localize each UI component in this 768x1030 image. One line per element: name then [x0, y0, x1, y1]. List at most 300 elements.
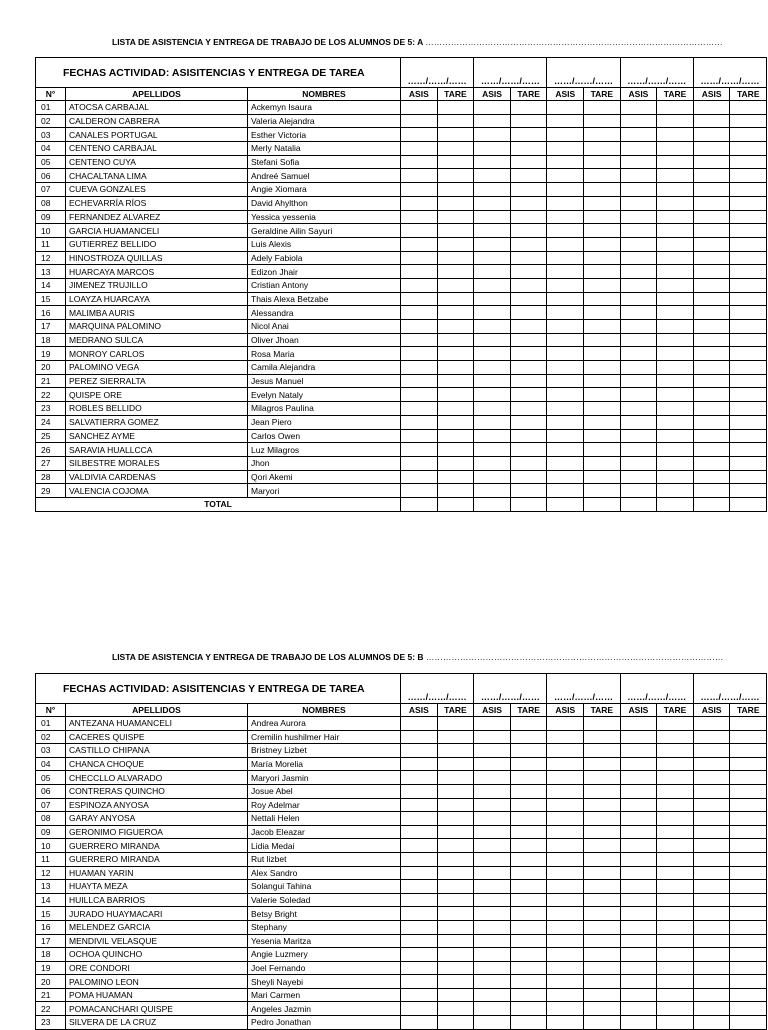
tare-cell[interactable]	[730, 320, 767, 334]
asis-cell[interactable]	[693, 196, 730, 210]
tare-cell[interactable]	[437, 907, 474, 921]
tare-cell[interactable]	[657, 251, 694, 265]
tare-cell[interactable]	[510, 934, 547, 948]
tare-cell[interactable]	[437, 866, 474, 880]
asis-cell[interactable]	[620, 744, 657, 758]
tare-cell[interactable]	[437, 374, 474, 388]
asis-cell[interactable]	[547, 1016, 584, 1030]
asis-cell[interactable]	[474, 429, 511, 443]
asis-cell[interactable]	[620, 961, 657, 975]
asis-cell[interactable]	[620, 361, 657, 375]
tare-cell[interactable]	[657, 101, 694, 115]
asis-cell[interactable]	[547, 429, 584, 443]
asis-cell[interactable]	[547, 961, 584, 975]
tare-cell[interactable]	[510, 278, 547, 292]
tare-cell[interactable]	[730, 224, 767, 238]
asis-cell[interactable]	[547, 730, 584, 744]
tare-cell[interactable]	[657, 717, 694, 731]
asis-cell[interactable]	[693, 812, 730, 826]
tare-cell[interactable]	[657, 388, 694, 402]
asis-cell[interactable]	[401, 484, 438, 498]
total-cell[interactable]	[510, 497, 547, 511]
asis-cell[interactable]	[401, 128, 438, 142]
tare-cell[interactable]	[437, 893, 474, 907]
asis-cell[interactable]	[693, 443, 730, 457]
tare-cell[interactable]	[730, 402, 767, 416]
asis-cell[interactable]	[474, 443, 511, 457]
tare-cell[interactable]	[437, 388, 474, 402]
tare-cell[interactable]	[730, 292, 767, 306]
tare-cell[interactable]	[730, 757, 767, 771]
asis-cell[interactable]	[693, 988, 730, 1002]
total-cell[interactable]	[401, 497, 438, 511]
asis-cell[interactable]	[620, 292, 657, 306]
tare-cell[interactable]	[510, 333, 547, 347]
asis-cell[interactable]	[547, 825, 584, 839]
asis-cell[interactable]	[547, 839, 584, 853]
tare-cell[interactable]	[657, 470, 694, 484]
tare-cell[interactable]	[730, 730, 767, 744]
asis-cell[interactable]	[401, 224, 438, 238]
tare-cell[interactable]	[510, 169, 547, 183]
asis-cell[interactable]	[693, 866, 730, 880]
asis-cell[interactable]	[401, 920, 438, 934]
asis-cell[interactable]	[474, 866, 511, 880]
tare-cell[interactable]	[584, 347, 621, 361]
asis-cell[interactable]	[474, 114, 511, 128]
tare-cell[interactable]	[437, 484, 474, 498]
date-field[interactable]: ……/……/……	[693, 674, 766, 704]
asis-cell[interactable]	[693, 114, 730, 128]
tare-cell[interactable]	[657, 1002, 694, 1016]
asis-cell[interactable]	[693, 292, 730, 306]
asis-cell[interactable]	[401, 852, 438, 866]
asis-cell[interactable]	[474, 1016, 511, 1030]
tare-cell[interactable]	[437, 730, 474, 744]
asis-cell[interactable]	[474, 388, 511, 402]
tare-cell[interactable]	[437, 456, 474, 470]
total-cell[interactable]	[547, 497, 584, 511]
asis-cell[interactable]	[693, 361, 730, 375]
tare-cell[interactable]	[584, 443, 621, 457]
tare-cell[interactable]	[510, 443, 547, 457]
tare-cell[interactable]	[730, 101, 767, 115]
asis-cell[interactable]	[474, 1002, 511, 1016]
asis-cell[interactable]	[547, 988, 584, 1002]
asis-cell[interactable]	[547, 306, 584, 320]
asis-cell[interactable]	[547, 880, 584, 894]
tare-cell[interactable]	[730, 388, 767, 402]
asis-cell[interactable]	[620, 402, 657, 416]
tare-cell[interactable]	[437, 784, 474, 798]
asis-cell[interactable]	[547, 771, 584, 785]
asis-cell[interactable]	[620, 825, 657, 839]
asis-cell[interactable]	[474, 374, 511, 388]
asis-cell[interactable]	[620, 114, 657, 128]
asis-cell[interactable]	[547, 757, 584, 771]
tare-cell[interactable]	[657, 948, 694, 962]
asis-cell[interactable]	[620, 429, 657, 443]
asis-cell[interactable]	[620, 907, 657, 921]
asis-cell[interactable]	[620, 155, 657, 169]
asis-cell[interactable]	[693, 278, 730, 292]
tare-cell[interactable]	[437, 265, 474, 279]
asis-cell[interactable]	[474, 798, 511, 812]
asis-cell[interactable]	[401, 361, 438, 375]
tare-cell[interactable]	[657, 893, 694, 907]
tare-cell[interactable]	[584, 907, 621, 921]
asis-cell[interactable]	[474, 975, 511, 989]
tare-cell[interactable]	[657, 988, 694, 1002]
tare-cell[interactable]	[584, 730, 621, 744]
asis-cell[interactable]	[693, 744, 730, 758]
asis-cell[interactable]	[474, 880, 511, 894]
asis-cell[interactable]	[693, 224, 730, 238]
tare-cell[interactable]	[584, 839, 621, 853]
tare-cell[interactable]	[510, 237, 547, 251]
tare-cell[interactable]	[657, 880, 694, 894]
tare-cell[interactable]	[584, 470, 621, 484]
tare-cell[interactable]	[657, 443, 694, 457]
tare-cell[interactable]	[510, 101, 547, 115]
tare-cell[interactable]	[584, 429, 621, 443]
asis-cell[interactable]	[474, 278, 511, 292]
asis-cell[interactable]	[693, 470, 730, 484]
tare-cell[interactable]	[437, 415, 474, 429]
asis-cell[interactable]	[620, 265, 657, 279]
asis-cell[interactable]	[401, 196, 438, 210]
tare-cell[interactable]	[730, 825, 767, 839]
tare-cell[interactable]	[510, 948, 547, 962]
asis-cell[interactable]	[693, 839, 730, 853]
tare-cell[interactable]	[730, 798, 767, 812]
tare-cell[interactable]	[730, 333, 767, 347]
asis-cell[interactable]	[547, 415, 584, 429]
tare-cell[interactable]	[510, 210, 547, 224]
tare-cell[interactable]	[657, 183, 694, 197]
asis-cell[interactable]	[620, 717, 657, 731]
tare-cell[interactable]	[510, 292, 547, 306]
asis-cell[interactable]	[620, 948, 657, 962]
tare-cell[interactable]	[437, 717, 474, 731]
asis-cell[interactable]	[401, 101, 438, 115]
tare-cell[interactable]	[437, 169, 474, 183]
asis-cell[interactable]	[693, 961, 730, 975]
tare-cell[interactable]	[510, 306, 547, 320]
asis-cell[interactable]	[547, 210, 584, 224]
tare-cell[interactable]	[657, 961, 694, 975]
asis-cell[interactable]	[620, 333, 657, 347]
tare-cell[interactable]	[730, 920, 767, 934]
tare-cell[interactable]	[730, 183, 767, 197]
asis-cell[interactable]	[401, 893, 438, 907]
tare-cell[interactable]	[510, 988, 547, 1002]
asis-cell[interactable]	[401, 812, 438, 826]
tare-cell[interactable]	[510, 320, 547, 334]
asis-cell[interactable]	[474, 744, 511, 758]
asis-cell[interactable]	[620, 920, 657, 934]
tare-cell[interactable]	[584, 934, 621, 948]
asis-cell[interactable]	[547, 934, 584, 948]
asis-cell[interactable]	[401, 265, 438, 279]
date-field[interactable]: ……/……/……	[474, 674, 547, 704]
asis-cell[interactable]	[620, 470, 657, 484]
tare-cell[interactable]	[510, 142, 547, 156]
asis-cell[interactable]	[474, 907, 511, 921]
tare-cell[interactable]	[510, 429, 547, 443]
asis-cell[interactable]	[547, 852, 584, 866]
tare-cell[interactable]	[657, 825, 694, 839]
asis-cell[interactable]	[620, 1002, 657, 1016]
asis-cell[interactable]	[474, 169, 511, 183]
tare-cell[interactable]	[584, 278, 621, 292]
asis-cell[interactable]	[401, 333, 438, 347]
tare-cell[interactable]	[510, 456, 547, 470]
tare-cell[interactable]	[510, 784, 547, 798]
tare-cell[interactable]	[657, 237, 694, 251]
asis-cell[interactable]	[474, 852, 511, 866]
asis-cell[interactable]	[401, 402, 438, 416]
tare-cell[interactable]	[730, 852, 767, 866]
tare-cell[interactable]	[437, 196, 474, 210]
asis-cell[interactable]	[401, 934, 438, 948]
tare-cell[interactable]	[510, 880, 547, 894]
asis-cell[interactable]	[474, 237, 511, 251]
asis-cell[interactable]	[474, 988, 511, 1002]
asis-cell[interactable]	[693, 347, 730, 361]
tare-cell[interactable]	[730, 934, 767, 948]
asis-cell[interactable]	[620, 320, 657, 334]
tare-cell[interactable]	[584, 988, 621, 1002]
tare-cell[interactable]	[510, 798, 547, 812]
tare-cell[interactable]	[730, 839, 767, 853]
date-field[interactable]: ……/……/……	[693, 58, 766, 88]
tare-cell[interactable]	[657, 128, 694, 142]
tare-cell[interactable]	[437, 292, 474, 306]
asis-cell[interactable]	[620, 812, 657, 826]
asis-cell[interactable]	[401, 961, 438, 975]
tare-cell[interactable]	[437, 251, 474, 265]
tare-cell[interactable]	[657, 402, 694, 416]
tare-cell[interactable]	[730, 1016, 767, 1030]
tare-cell[interactable]	[510, 361, 547, 375]
asis-cell[interactable]	[620, 347, 657, 361]
asis-cell[interactable]	[547, 361, 584, 375]
asis-cell[interactable]	[693, 798, 730, 812]
asis-cell[interactable]	[693, 415, 730, 429]
tare-cell[interactable]	[437, 988, 474, 1002]
asis-cell[interactable]	[401, 388, 438, 402]
tare-cell[interactable]	[510, 484, 547, 498]
tare-cell[interactable]	[510, 961, 547, 975]
asis-cell[interactable]	[547, 114, 584, 128]
asis-cell[interactable]	[474, 961, 511, 975]
tare-cell[interactable]	[584, 948, 621, 962]
tare-cell[interactable]	[510, 347, 547, 361]
tare-cell[interactable]	[657, 757, 694, 771]
asis-cell[interactable]	[401, 278, 438, 292]
asis-cell[interactable]	[547, 183, 584, 197]
asis-cell[interactable]	[547, 292, 584, 306]
asis-cell[interactable]	[401, 988, 438, 1002]
tare-cell[interactable]	[437, 333, 474, 347]
asis-cell[interactable]	[620, 784, 657, 798]
tare-cell[interactable]	[584, 306, 621, 320]
asis-cell[interactable]	[401, 142, 438, 156]
tare-cell[interactable]	[730, 196, 767, 210]
tare-cell[interactable]	[657, 456, 694, 470]
asis-cell[interactable]	[620, 484, 657, 498]
asis-cell[interactable]	[401, 975, 438, 989]
tare-cell[interactable]	[730, 880, 767, 894]
date-field[interactable]: ……/……/……	[620, 674, 693, 704]
asis-cell[interactable]	[693, 880, 730, 894]
tare-cell[interactable]	[510, 128, 547, 142]
tare-cell[interactable]	[730, 948, 767, 962]
asis-cell[interactable]	[401, 155, 438, 169]
asis-cell[interactable]	[547, 484, 584, 498]
tare-cell[interactable]	[730, 744, 767, 758]
asis-cell[interactable]	[547, 347, 584, 361]
tare-cell[interactable]	[584, 920, 621, 934]
tare-cell[interactable]	[584, 717, 621, 731]
total-cell[interactable]	[474, 497, 511, 511]
asis-cell[interactable]	[401, 306, 438, 320]
tare-cell[interactable]	[437, 128, 474, 142]
tare-cell[interactable]	[730, 374, 767, 388]
asis-cell[interactable]	[474, 812, 511, 826]
tare-cell[interactable]	[584, 169, 621, 183]
asis-cell[interactable]	[474, 402, 511, 416]
tare-cell[interactable]	[584, 484, 621, 498]
asis-cell[interactable]	[401, 771, 438, 785]
tare-cell[interactable]	[584, 771, 621, 785]
asis-cell[interactable]	[474, 265, 511, 279]
tare-cell[interactable]	[730, 429, 767, 443]
asis-cell[interactable]	[693, 1016, 730, 1030]
asis-cell[interactable]	[693, 251, 730, 265]
tare-cell[interactable]	[657, 744, 694, 758]
tare-cell[interactable]	[657, 866, 694, 880]
asis-cell[interactable]	[547, 744, 584, 758]
asis-cell[interactable]	[547, 470, 584, 484]
asis-cell[interactable]	[620, 988, 657, 1002]
asis-cell[interactable]	[620, 388, 657, 402]
tare-cell[interactable]	[584, 320, 621, 334]
asis-cell[interactable]	[693, 306, 730, 320]
tare-cell[interactable]	[510, 155, 547, 169]
asis-cell[interactable]	[401, 415, 438, 429]
tare-cell[interactable]	[437, 142, 474, 156]
asis-cell[interactable]	[693, 730, 730, 744]
tare-cell[interactable]	[584, 374, 621, 388]
asis-cell[interactable]	[474, 470, 511, 484]
tare-cell[interactable]	[584, 292, 621, 306]
asis-cell[interactable]	[401, 866, 438, 880]
tare-cell[interactable]	[437, 744, 474, 758]
asis-cell[interactable]	[474, 730, 511, 744]
asis-cell[interactable]	[401, 429, 438, 443]
asis-cell[interactable]	[693, 717, 730, 731]
asis-cell[interactable]	[474, 361, 511, 375]
tare-cell[interactable]	[657, 155, 694, 169]
asis-cell[interactable]	[547, 169, 584, 183]
tare-cell[interactable]	[584, 893, 621, 907]
asis-cell[interactable]	[693, 429, 730, 443]
asis-cell[interactable]	[620, 1016, 657, 1030]
asis-cell[interactable]	[620, 798, 657, 812]
tare-cell[interactable]	[510, 920, 547, 934]
tare-cell[interactable]	[584, 224, 621, 238]
tare-cell[interactable]	[584, 333, 621, 347]
asis-cell[interactable]	[693, 934, 730, 948]
asis-cell[interactable]	[547, 975, 584, 989]
tare-cell[interactable]	[657, 784, 694, 798]
asis-cell[interactable]	[474, 251, 511, 265]
asis-cell[interactable]	[474, 155, 511, 169]
tare-cell[interactable]	[437, 880, 474, 894]
tare-cell[interactable]	[584, 237, 621, 251]
tare-cell[interactable]	[437, 114, 474, 128]
asis-cell[interactable]	[474, 934, 511, 948]
asis-cell[interactable]	[401, 730, 438, 744]
asis-cell[interactable]	[474, 128, 511, 142]
tare-cell[interactable]	[510, 114, 547, 128]
asis-cell[interactable]	[693, 757, 730, 771]
asis-cell[interactable]	[474, 320, 511, 334]
asis-cell[interactable]	[474, 415, 511, 429]
tare-cell[interactable]	[584, 196, 621, 210]
tare-cell[interactable]	[657, 347, 694, 361]
asis-cell[interactable]	[401, 292, 438, 306]
tare-cell[interactable]	[657, 907, 694, 921]
asis-cell[interactable]	[693, 825, 730, 839]
tare-cell[interactable]	[510, 771, 547, 785]
asis-cell[interactable]	[620, 183, 657, 197]
asis-cell[interactable]	[401, 784, 438, 798]
asis-cell[interactable]	[401, 744, 438, 758]
asis-cell[interactable]	[401, 757, 438, 771]
asis-cell[interactable]	[547, 893, 584, 907]
tare-cell[interactable]	[437, 934, 474, 948]
tare-cell[interactable]	[510, 1002, 547, 1016]
asis-cell[interactable]	[693, 1002, 730, 1016]
tare-cell[interactable]	[657, 142, 694, 156]
asis-cell[interactable]	[401, 443, 438, 457]
tare-cell[interactable]	[730, 128, 767, 142]
asis-cell[interactable]	[620, 224, 657, 238]
tare-cell[interactable]	[584, 757, 621, 771]
asis-cell[interactable]	[547, 155, 584, 169]
asis-cell[interactable]	[693, 237, 730, 251]
asis-cell[interactable]	[547, 224, 584, 238]
asis-cell[interactable]	[693, 101, 730, 115]
tare-cell[interactable]	[730, 306, 767, 320]
asis-cell[interactable]	[620, 975, 657, 989]
asis-cell[interactable]	[401, 1002, 438, 1016]
tare-cell[interactable]	[437, 1002, 474, 1016]
asis-cell[interactable]	[401, 717, 438, 731]
tare-cell[interactable]	[657, 210, 694, 224]
tare-cell[interactable]	[437, 839, 474, 853]
asis-cell[interactable]	[547, 948, 584, 962]
asis-cell[interactable]	[693, 484, 730, 498]
asis-cell[interactable]	[693, 169, 730, 183]
asis-cell[interactable]	[401, 948, 438, 962]
asis-cell[interactable]	[401, 320, 438, 334]
asis-cell[interactable]	[620, 415, 657, 429]
tare-cell[interactable]	[437, 443, 474, 457]
